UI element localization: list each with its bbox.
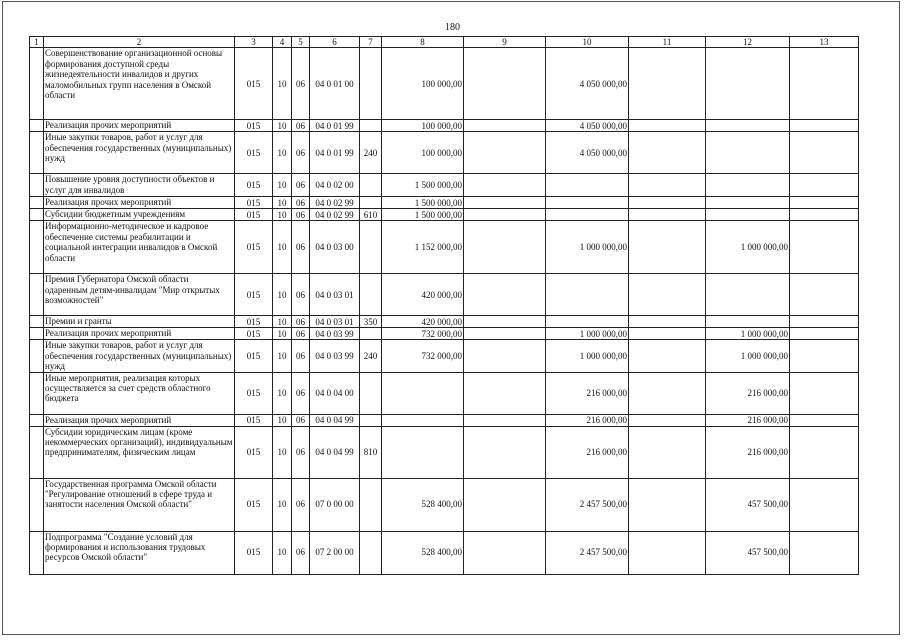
- column-number-row: [30, 37, 859, 48]
- cell-c4: 10: [273, 48, 292, 120]
- cell-c4: 10: [273, 120, 292, 132]
- cell-c4: 10: [273, 372, 292, 414]
- cell-c9: [464, 132, 546, 174]
- cell-c10: 4 050 000,00: [546, 120, 629, 132]
- table-row: [30, 426, 859, 478]
- cell-c3: 015: [235, 478, 273, 531]
- table-row: [30, 221, 859, 274]
- row-label: Субсидии бюджетным учреждениям: [44, 209, 235, 221]
- cell-c4: 10: [273, 221, 292, 274]
- cell-c8: 1 152 000,00: [382, 221, 464, 274]
- cell-c10: 1 000 000,00: [546, 221, 629, 274]
- row-index-cell: [30, 414, 44, 426]
- cell-c6: 04 0 04 00: [310, 372, 360, 414]
- cell-c13: [790, 316, 859, 328]
- column-header: 11: [629, 37, 706, 48]
- cell-c6: 04 0 04 99: [310, 426, 360, 478]
- table-row: [30, 274, 859, 316]
- cell-c5: 06: [292, 372, 310, 414]
- cell-c6: 04 0 03 99: [310, 328, 360, 340]
- table-row: [30, 340, 859, 372]
- cell-c13: [790, 328, 859, 340]
- cell-c3: 015: [235, 426, 273, 478]
- budget-table: [29, 36, 859, 575]
- row-label: Подпрограмма "Создание условий для формирования и использования трудовых ресурсов Омской области": [44, 531, 235, 574]
- cell-c11: [629, 174, 706, 197]
- cell-c9: [464, 478, 546, 531]
- cell-c10: 4 050 000,00: [546, 132, 629, 174]
- cell-c7: 610: [360, 209, 382, 221]
- row-label: Премии и гранты: [44, 316, 235, 328]
- cell-c5: 06: [292, 531, 310, 574]
- cell-c5: 06: [292, 197, 310, 209]
- cell-c4: 10: [273, 316, 292, 328]
- cell-c13: [790, 478, 859, 531]
- cell-c11: [629, 209, 706, 221]
- cell-c12: [706, 48, 790, 120]
- column-header: 2: [44, 37, 235, 48]
- cell-c6: 04 0 03 01: [310, 316, 360, 328]
- cell-c13: [790, 372, 859, 414]
- row-index-cell: [30, 372, 44, 414]
- cell-c3: 015: [235, 221, 273, 274]
- cell-c8: 420 000,00: [382, 316, 464, 328]
- cell-c12: 457 500,00: [706, 531, 790, 574]
- cell-c12: [706, 316, 790, 328]
- cell-c5: 06: [292, 426, 310, 478]
- row-label: Субсидии юридическим лицам (кроме некоммерческих организаций), индивидуальным предпринимателям, физическим лицам: [44, 426, 235, 478]
- cell-c6: 04 0 01 99: [310, 132, 360, 174]
- cell-c11: [629, 414, 706, 426]
- cell-c8: 420 000,00: [382, 274, 464, 316]
- cell-c12: 1 000 000,00: [706, 340, 790, 372]
- cell-c7: [360, 197, 382, 209]
- row-label: Государственная программа Омской области "Регулирование отношений в сфере труда и занятости населения Омской области": [44, 478, 235, 531]
- table-row: [30, 174, 859, 197]
- cell-c5: 06: [292, 316, 310, 328]
- cell-c6: 04 0 02 99: [310, 197, 360, 209]
- cell-c12: 216 000,00: [706, 372, 790, 414]
- cell-c13: [790, 274, 859, 316]
- cell-c3: 015: [235, 372, 273, 414]
- cell-c4: 10: [273, 478, 292, 531]
- cell-c13: [790, 174, 859, 197]
- cell-c4: 10: [273, 426, 292, 478]
- cell-c12: 216 000,00: [706, 426, 790, 478]
- cell-c12: [706, 174, 790, 197]
- cell-c3: 015: [235, 316, 273, 328]
- cell-c9: [464, 209, 546, 221]
- cell-c8: [382, 414, 464, 426]
- row-label: Информационно-методическое и кадровое обеспечение системы реабилитации и социальной интеграции инвалидов в Омской области: [44, 221, 235, 274]
- cell-c12: [706, 197, 790, 209]
- cell-c7: [360, 328, 382, 340]
- cell-c9: [464, 372, 546, 414]
- column-header: 4: [273, 37, 292, 48]
- cell-c5: 06: [292, 340, 310, 372]
- cell-c4: 10: [273, 274, 292, 316]
- cell-c8: 732 000,00: [382, 340, 464, 372]
- cell-c4: 10: [273, 132, 292, 174]
- cell-c6: 04 0 03 01: [310, 274, 360, 316]
- cell-c13: [790, 414, 859, 426]
- cell-c3: 015: [235, 132, 273, 174]
- cell-c10: [546, 174, 629, 197]
- cell-c11: [629, 221, 706, 274]
- cell-c6: 07 0 00 00: [310, 478, 360, 531]
- cell-c6: 04 0 02 00: [310, 174, 360, 197]
- row-index-cell: [30, 340, 44, 372]
- row-label: Иные закупки товаров, работ и услуг для обеспечения государственных (муниципальных) нужд: [44, 340, 235, 372]
- cell-c11: [629, 328, 706, 340]
- column-header: 12: [706, 37, 790, 48]
- cell-c4: 10: [273, 340, 292, 372]
- cell-c12: [706, 120, 790, 132]
- cell-c7: [360, 372, 382, 414]
- row-label: Иные закупки товаров, работ и услуг для обеспечения государственных (муниципальных) нужд: [44, 132, 235, 174]
- table-row: [30, 48, 859, 120]
- cell-c6: 04 0 01 99: [310, 120, 360, 132]
- cell-c12: [706, 132, 790, 174]
- cell-c7: [360, 274, 382, 316]
- cell-c9: [464, 197, 546, 209]
- cell-c5: 06: [292, 478, 310, 531]
- cell-c3: 015: [235, 197, 273, 209]
- cell-c13: [790, 209, 859, 221]
- cell-c10: [546, 316, 629, 328]
- table-row: [30, 328, 859, 340]
- column-header: 6: [310, 37, 360, 48]
- row-index-cell: [30, 426, 44, 478]
- cell-c13: [790, 221, 859, 274]
- cell-c8: 1 500 000,00: [382, 209, 464, 221]
- row-index-cell: [30, 48, 44, 120]
- row-label: Повышение уровня доступности объектов и услуг для инвалидов: [44, 174, 235, 197]
- column-header: 10: [546, 37, 629, 48]
- cell-c11: [629, 372, 706, 414]
- column-header: 8: [382, 37, 464, 48]
- row-index-cell: [30, 174, 44, 197]
- row-index-cell: [30, 120, 44, 132]
- column-header: 3: [235, 37, 273, 48]
- cell-c4: 10: [273, 531, 292, 574]
- table-row: [30, 372, 859, 414]
- table-row: [30, 531, 859, 574]
- cell-c6: 04 0 01 00: [310, 48, 360, 120]
- cell-c12: [706, 274, 790, 316]
- table-body: [30, 48, 859, 574]
- cell-c6: 04 0 02 99: [310, 209, 360, 221]
- cell-c8: 1 500 000,00: [382, 174, 464, 197]
- cell-c11: [629, 132, 706, 174]
- cell-c12: 457 500,00: [706, 478, 790, 531]
- cell-c12: [706, 209, 790, 221]
- cell-c9: [464, 426, 546, 478]
- row-index-cell: [30, 209, 44, 221]
- cell-c7: [360, 478, 382, 531]
- cell-c11: [629, 531, 706, 574]
- cell-c10: 216 000,00: [546, 414, 629, 426]
- cell-c10: 2 457 500,00: [546, 531, 629, 574]
- cell-c4: 10: [273, 328, 292, 340]
- cell-c11: [629, 478, 706, 531]
- cell-c13: [790, 48, 859, 120]
- column-header: 9: [464, 37, 546, 48]
- row-index-cell: [30, 132, 44, 174]
- cell-c10: [546, 274, 629, 316]
- cell-c5: 06: [292, 274, 310, 316]
- cell-c6: 04 0 03 00: [310, 221, 360, 274]
- row-label: Реализация прочих мероприятий: [44, 120, 235, 132]
- cell-c11: [629, 48, 706, 120]
- column-header: 1: [30, 37, 44, 48]
- column-header: 13: [790, 37, 859, 48]
- row-index-cell: [30, 221, 44, 274]
- cell-c10: 216 000,00: [546, 426, 629, 478]
- cell-c7: 350: [360, 316, 382, 328]
- cell-c5: 06: [292, 209, 310, 221]
- cell-c12: 216 000,00: [706, 414, 790, 426]
- cell-c7: 810: [360, 426, 382, 478]
- cell-c3: 015: [235, 120, 273, 132]
- cell-c3: 015: [235, 531, 273, 574]
- cell-c3: 015: [235, 48, 273, 120]
- cell-c5: 06: [292, 414, 310, 426]
- page-number: 180: [445, 22, 460, 33]
- cell-c8: 732 000,00: [382, 328, 464, 340]
- cell-c13: [790, 340, 859, 372]
- cell-c9: [464, 328, 546, 340]
- row-label: Иные мероприятия, реализация которых осуществляется за счет средств областного бюджета: [44, 372, 235, 414]
- cell-c9: [464, 48, 546, 120]
- cell-c3: 015: [235, 274, 273, 316]
- cell-c8: 100 000,00: [382, 120, 464, 132]
- table-row: [30, 132, 859, 174]
- cell-c6: 04 0 03 99: [310, 340, 360, 372]
- cell-c11: [629, 197, 706, 209]
- row-index-cell: [30, 274, 44, 316]
- cell-c4: 10: [273, 414, 292, 426]
- cell-c3: 015: [235, 174, 273, 197]
- cell-c10: 2 457 500,00: [546, 478, 629, 531]
- cell-c12: 1 000 000,00: [706, 328, 790, 340]
- cell-c9: [464, 316, 546, 328]
- cell-c11: [629, 120, 706, 132]
- cell-c13: [790, 531, 859, 574]
- cell-c8: [382, 426, 464, 478]
- cell-c13: [790, 120, 859, 132]
- cell-c7: 240: [360, 132, 382, 174]
- row-index-cell: [30, 316, 44, 328]
- cell-c10: 4 050 000,00: [546, 48, 629, 120]
- column-header: 5: [292, 37, 310, 48]
- cell-c10: [546, 209, 629, 221]
- row-index-cell: [30, 478, 44, 531]
- column-header: 7: [360, 37, 382, 48]
- cell-c8: 100 000,00: [382, 48, 464, 120]
- table-row: [30, 209, 859, 221]
- cell-c10: 1 000 000,00: [546, 340, 629, 372]
- cell-c7: 240: [360, 340, 382, 372]
- cell-c5: 06: [292, 174, 310, 197]
- cell-c4: 10: [273, 209, 292, 221]
- cell-c4: 10: [273, 197, 292, 209]
- cell-c7: [360, 531, 382, 574]
- table-row: [30, 478, 859, 531]
- cell-c3: 015: [235, 328, 273, 340]
- cell-c11: [629, 316, 706, 328]
- row-label: Реализация прочих мероприятий: [44, 328, 235, 340]
- row-label: Реализация прочих мероприятий: [44, 414, 235, 426]
- cell-c9: [464, 414, 546, 426]
- table-row: [30, 197, 859, 209]
- cell-c6: 07 2 00 00: [310, 531, 360, 574]
- cell-c7: [360, 174, 382, 197]
- cell-c5: 06: [292, 48, 310, 120]
- cell-c10: 1 000 000,00: [546, 328, 629, 340]
- cell-c13: [790, 426, 859, 478]
- cell-c8: [382, 372, 464, 414]
- cell-c8: 100 000,00: [382, 132, 464, 174]
- cell-c3: 015: [235, 414, 273, 426]
- cell-c5: 06: [292, 328, 310, 340]
- cell-c3: 015: [235, 209, 273, 221]
- row-label: Совершенствование организационной основы формирования доступной среды жизнедеятельности инвалидов и других маломобильных групп населения в Омской области: [44, 48, 235, 120]
- cell-c8: 528 400,00: [382, 478, 464, 531]
- row-label: Реализация прочих мероприятий: [44, 197, 235, 209]
- cell-c9: [464, 174, 546, 197]
- cell-c7: [360, 221, 382, 274]
- table-row: [30, 414, 859, 426]
- cell-c9: [464, 120, 546, 132]
- cell-c9: [464, 340, 546, 372]
- row-index-cell: [30, 197, 44, 209]
- cell-c13: [790, 132, 859, 174]
- cell-c13: [790, 197, 859, 209]
- cell-c3: 015: [235, 340, 273, 372]
- table-row: [30, 316, 859, 328]
- cell-c11: [629, 426, 706, 478]
- row-label: Премия Губернатора Омской области одаренным детям-инвалидам "Мир открытых возможностей": [44, 274, 235, 316]
- cell-c9: [464, 274, 546, 316]
- row-index-cell: [30, 531, 44, 574]
- cell-c5: 06: [292, 221, 310, 274]
- cell-c10: 216 000,00: [546, 372, 629, 414]
- row-index-cell: [30, 328, 44, 340]
- cell-c7: [360, 48, 382, 120]
- cell-c4: 10: [273, 174, 292, 197]
- table-row: [30, 120, 859, 132]
- cell-c11: [629, 340, 706, 372]
- cell-c7: [360, 120, 382, 132]
- cell-c8: 1 500 000,00: [382, 197, 464, 209]
- cell-c5: 06: [292, 132, 310, 174]
- cell-c9: [464, 221, 546, 274]
- cell-c12: 1 000 000,00: [706, 221, 790, 274]
- cell-c11: [629, 274, 706, 316]
- cell-c8: 528 400,00: [382, 531, 464, 574]
- cell-c7: [360, 414, 382, 426]
- cell-c9: [464, 531, 546, 574]
- cell-c10: [546, 197, 629, 209]
- cell-c5: 06: [292, 120, 310, 132]
- cell-c6: 04 0 04 99: [310, 414, 360, 426]
